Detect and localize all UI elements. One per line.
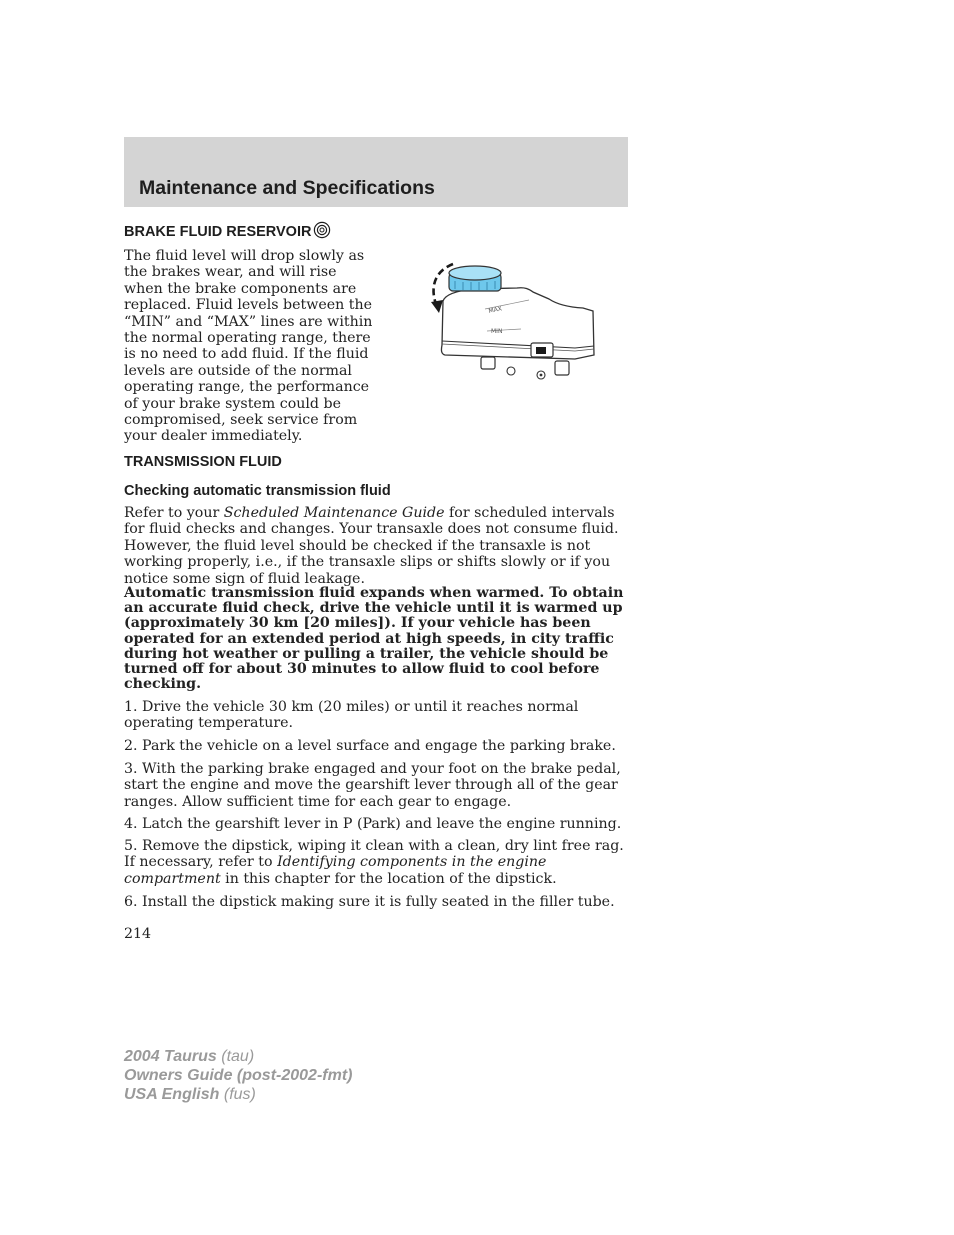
footer-line-3 [124, 1085, 352, 1104]
cap-rotation-arrowhead [431, 300, 443, 313]
step-5-text-pre: 5. Remove the dipstick, wiping it clean with a clean, dry lint free rag. If necessary, refer to [124, 838, 624, 871]
page-number: 214 [124, 926, 152, 942]
intro-text-post: for scheduled intervals for fluid checks and changes. Your transaxle does not consume fluid. However, the fluid level should be checked if the transaxle is not working properly, i.e., if the transaxle slips or shifts slowly or if you notice some sign of fluid leakage. [124, 505, 619, 587]
engine-compartment-ref: Identifying components in the engine compartment [124, 854, 547, 887]
section-header-band [124, 137, 628, 207]
brake-fluid-reservoir-illustration [425, 255, 605, 385]
outlet-port [555, 361, 569, 375]
step-3: 3. With the parking brake engaged and your foot on the brake pedal, start the engine and move the gearshift lever through all of the gear ranges. Allow sufficient time for each gear to engage. [124, 761, 621, 810]
brake-fluid-heading [124, 221, 331, 240]
step-5 [124, 838, 630, 887]
footer-model: 2004 Taurus [124, 1048, 217, 1065]
step-4: 4. Latch the gearshift lever in P (Park) and leave the engine running. [124, 816, 622, 832]
footer-guide-name: Owners Guide (post-2002-fmt) [124, 1067, 353, 1084]
document-footer [124, 1047, 352, 1104]
checking-transmission-subheading: Checking automatic transmission fluid [124, 483, 391, 499]
svg-text:MIN: MIN [491, 328, 503, 335]
transmission-fluid-heading: TRANSMISSION FLUID [124, 454, 282, 470]
svg-text:MAX: MAX [487, 305, 503, 315]
transmission-intro-paragraph [124, 505, 630, 587]
intro-text-pre: Refer to your [124, 505, 224, 521]
step-2: 2. Park the vehicle on a level surface and engage the parking brake. [124, 738, 616, 754]
fluid-warning-paragraph: Automatic transmission fluid expands when warmed. To obtain an accurate fluid check, drive the vehicle until it is warmed up (approximately 30 km [20 miles]). If your vehicle has been operated for an extended period at high speeds, in city traffic during hot weather or pulling a trailer, the vehicle should be turned off for about 30 minutes to allow fluid to cool before checking. [124, 585, 624, 693]
footer-line-1 [124, 1047, 352, 1066]
step-6: 6. Install the dipstick making sure it is fully seated in the filler tube. [124, 894, 615, 910]
step-5-text-post: in this chapter for the location of the dipstick. [220, 870, 557, 887]
outlet-port [481, 357, 495, 369]
section-title: Maintenance and Specifications [139, 177, 435, 199]
footer-model-code: (tau) [216, 1048, 255, 1065]
step-1: 1. Drive the vehicle 30 km (20 miles) or until it reaches normal operating temperature. [124, 699, 579, 732]
footer-line-2 [124, 1066, 352, 1085]
brake-fluid-body: The fluid level will drop slowly as the brakes wear, and will rise when the brake components are replaced. Fluid levels between the “MIN” and “MAX” lines are within the normal operating range, there is no need to add fluid. If the fluid levels are outside of the normal operating range, the performance of your brake system could be compromised, seek service from your dealer immediately. [124, 248, 373, 445]
brake-fluid-heading-text: BRAKE FLUID RESERVOIR [124, 224, 312, 240]
brake-circle-icon [313, 221, 331, 239]
scheduled-maintenance-guide-ref: Scheduled Maintenance Guide [223, 505, 445, 521]
footer-language-code: (fus) [219, 1086, 256, 1103]
footer-language: USA English [124, 1086, 220, 1103]
